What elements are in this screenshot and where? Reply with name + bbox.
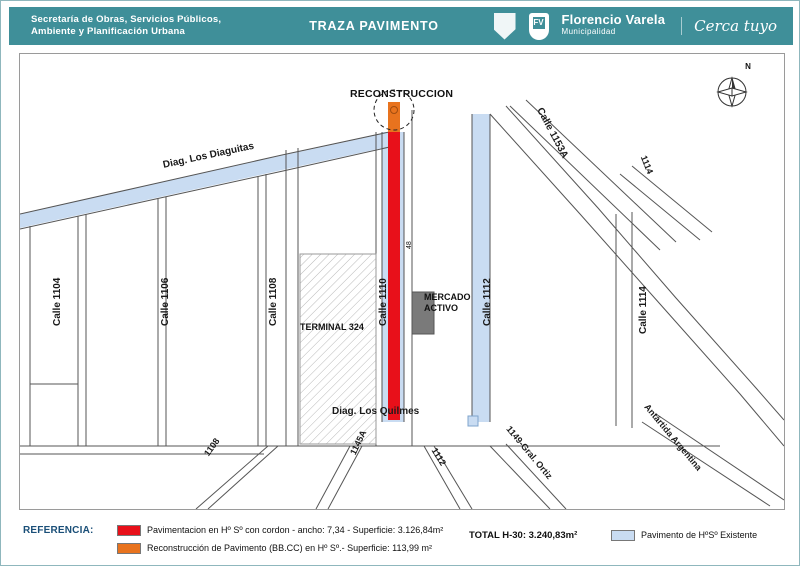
street-label-calle-1106: Calle 1106	[160, 277, 171, 326]
page-title: TRAZA PAVIMENTO	[309, 19, 439, 33]
map-canvas[interactable]	[19, 53, 785, 510]
slogan: Cerca tuyo	[681, 17, 777, 35]
municipality-name: Florencio Varela	[561, 12, 666, 27]
legend-swatch-pavimentacion	[117, 525, 141, 536]
annotation-mercado	[424, 292, 471, 314]
page-header	[9, 7, 793, 45]
annotation-mercado-line1: MERCADO	[424, 292, 471, 302]
street-label-diag-los-diaguitas: Diag. Los Diaguitas	[162, 140, 256, 171]
legend-swatch-existente	[611, 530, 635, 541]
legend-reference-label: REFERENCIA:	[23, 525, 94, 536]
legend-swatch-reconstruccion	[117, 543, 141, 554]
street-label-1149-gral-ortiz: 1149-Gral. Ortiz	[504, 424, 555, 482]
legend-total: TOTAL H-30: 3.240,83m²	[469, 530, 578, 541]
crest-icon	[526, 13, 552, 40]
annotation-mercado-line2: ACTIVO	[424, 303, 459, 313]
street-label-1114-diagonal: 1114	[638, 154, 656, 176]
street-label-calle-1110: Calle 1110	[378, 278, 389, 326]
crest-label: FV	[533, 17, 544, 27]
legend-text-reconstruccion: Reconstrucción de Pavimento (BB.CC) en Hº Sº.- Superficie: 113,99 m²	[147, 543, 433, 553]
compass-icon	[726, 62, 770, 118]
annotation-terminal: TERMINAL 324	[300, 322, 364, 332]
street-label-calle-1108: Calle 1108	[268, 277, 279, 326]
annotation-width: 48	[406, 241, 413, 249]
municipality-block	[562, 14, 666, 38]
street-label-diag-los-quilmes: Diag. Los Quilmes	[332, 406, 420, 417]
street-label-1112: 1112	[429, 446, 449, 468]
annotation-reconstruccion: RECONSTRUCCION	[350, 88, 454, 100]
compass-north-label: N	[745, 62, 751, 71]
municipality-sub: Municipalidad	[561, 27, 616, 36]
street-label-antartida-argentina: Antártida Argentina	[642, 402, 704, 473]
street-label-calle-1112: Calle 1112	[482, 278, 493, 326]
shield-icon	[494, 13, 516, 40]
header-department-line1: Secretaría de Obras, Servicios Públicos,	[31, 14, 222, 25]
street-label-1145a: 1145A	[348, 428, 369, 457]
legend-text-pavimentacion: Pavimentacion en Hº Sº con cordon - ancho: 7,34 - Superficie: 3.126,84m²	[147, 525, 444, 535]
header-department	[9, 14, 271, 38]
street-label-1108: 1108	[202, 436, 222, 458]
street-label-calle-1114: Calle 1114	[638, 286, 649, 334]
legend-text-existente: Pavimento de HºSº Existente	[641, 530, 758, 540]
header-brand	[477, 13, 793, 40]
header-department-line2: Ambiente y Planificación Urbana	[31, 26, 186, 37]
street-label-calle-1153a: Calle 1153A	[534, 106, 571, 161]
legend	[19, 513, 783, 559]
street-label-calle-1104: Calle 1104	[52, 277, 63, 326]
